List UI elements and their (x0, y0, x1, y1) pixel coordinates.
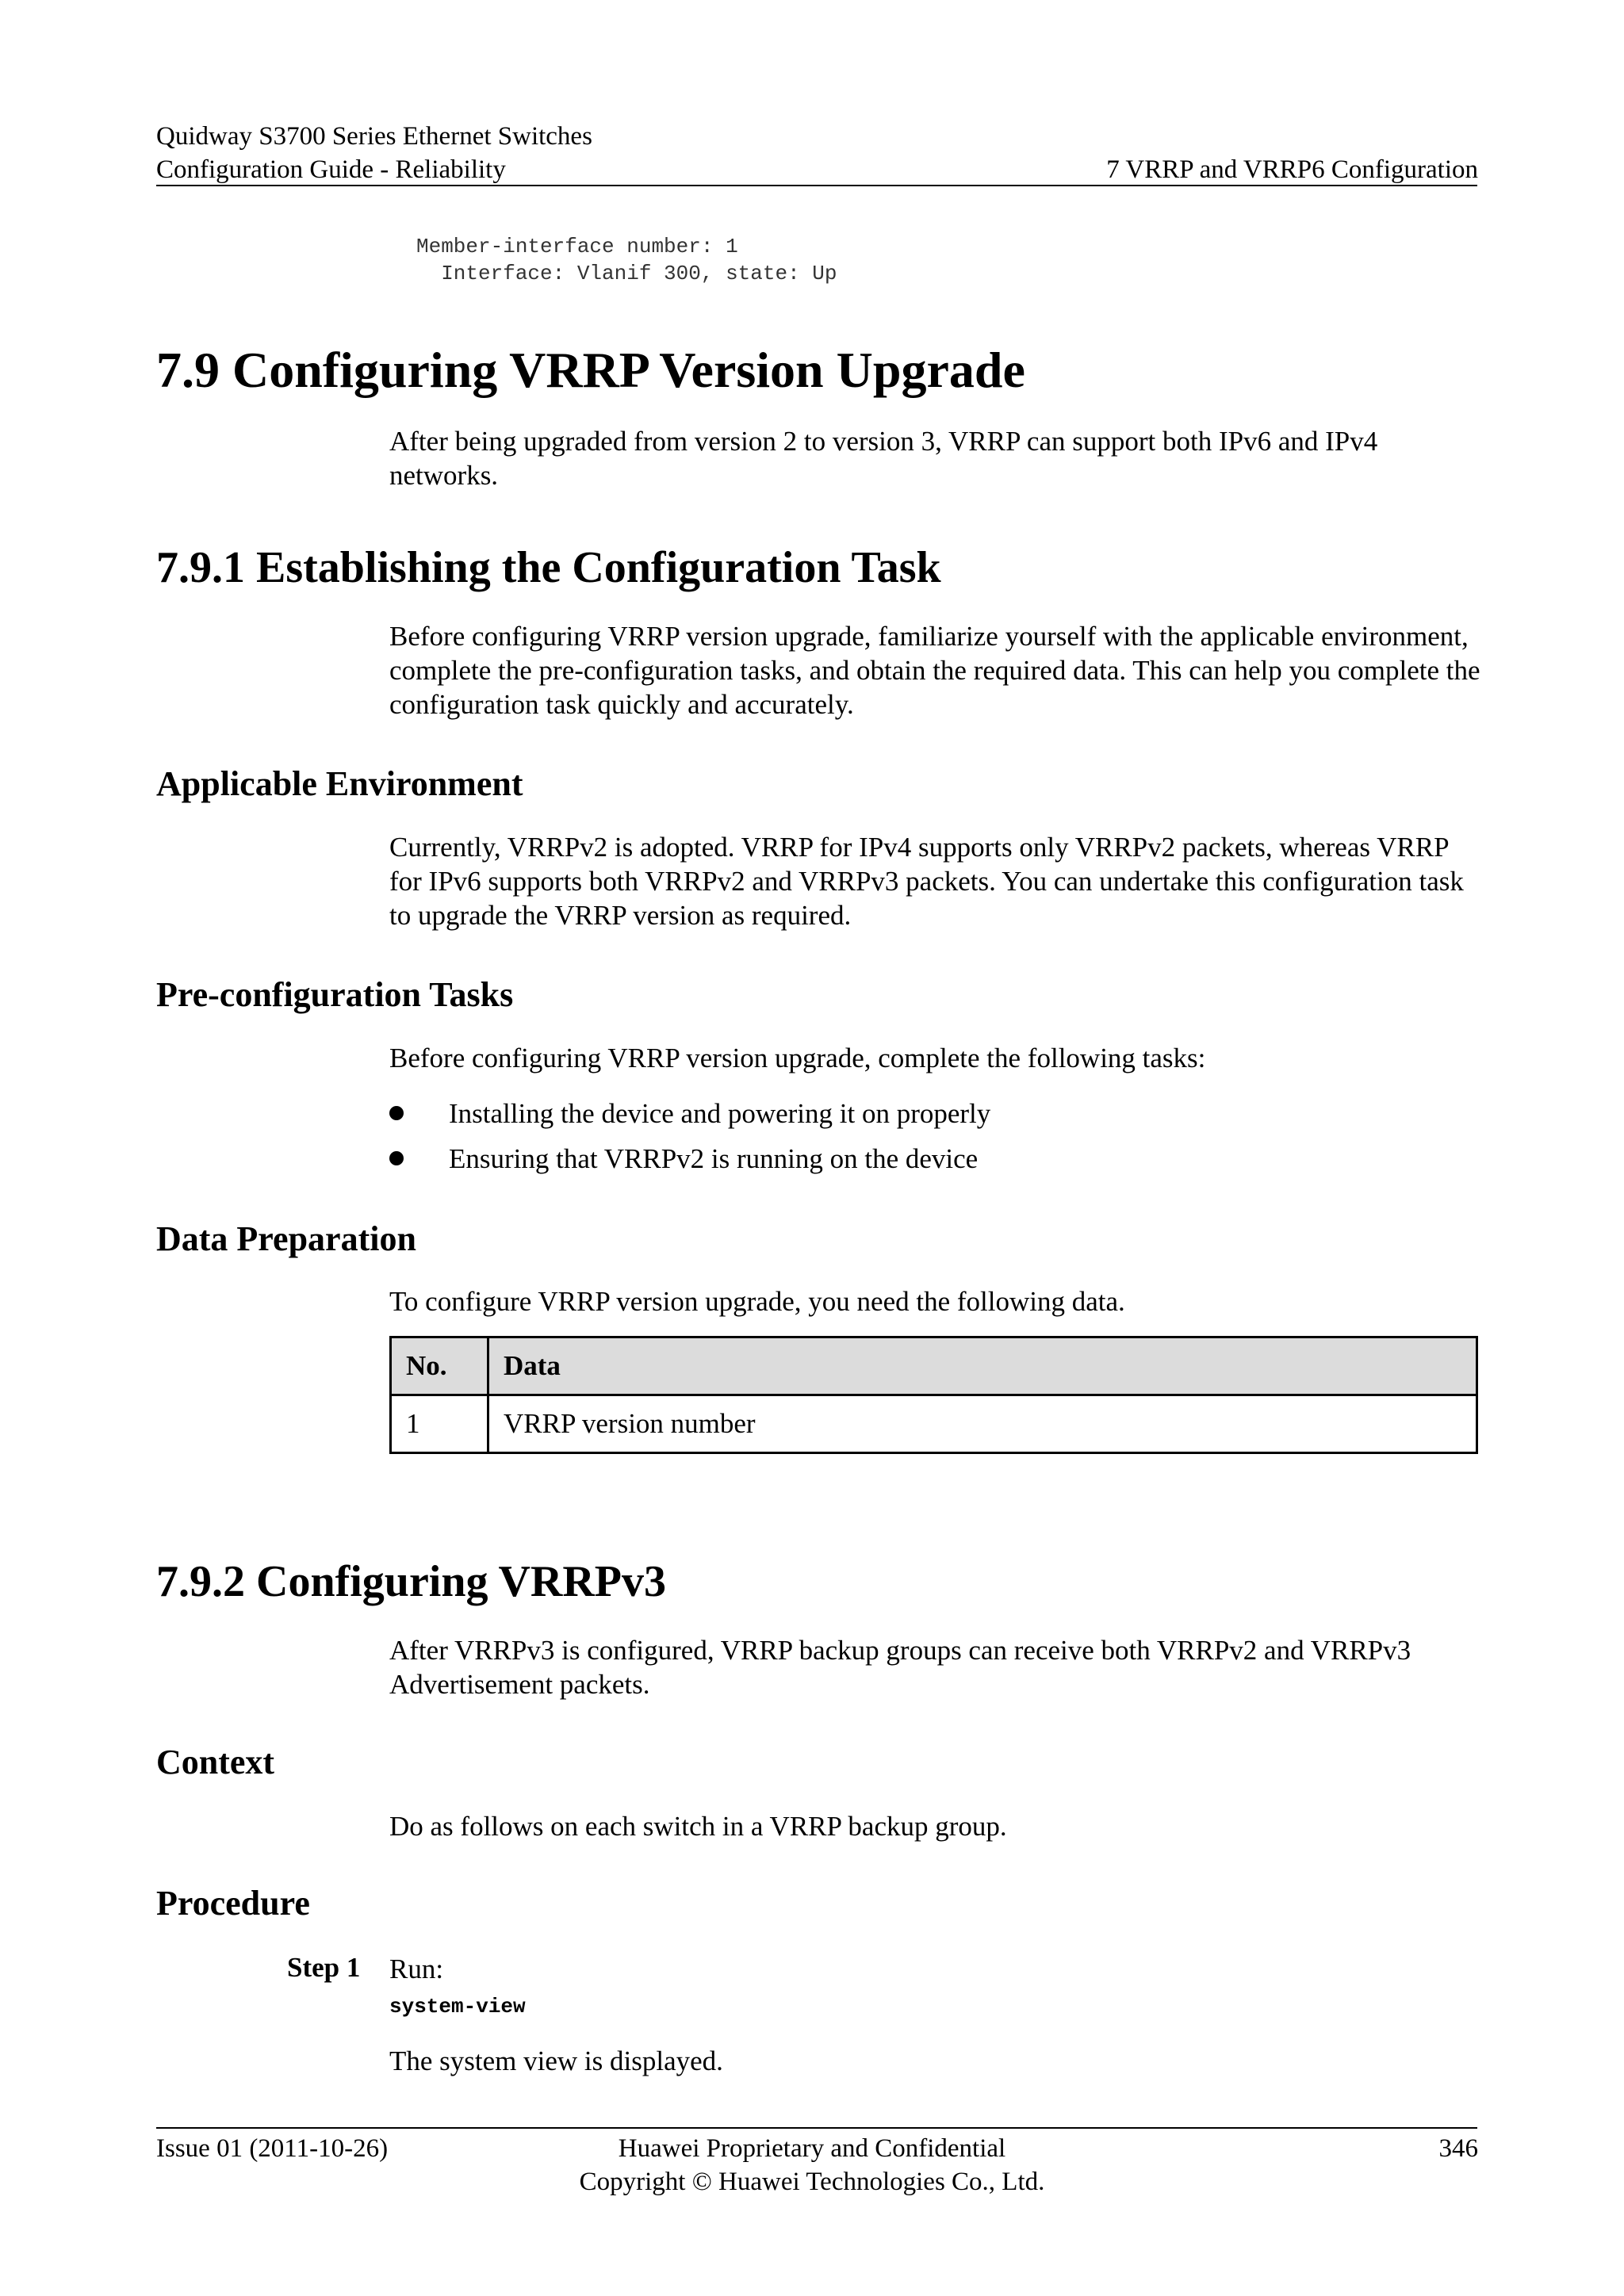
header-guide: Configuration Guide - Reliability (156, 155, 506, 184)
section-7-9-1-intro: Before configuring VRRP version upgrade, familiarize yourself with the applicable environment, complete the pre-configuration tasks, and obtain the required data. This can help you complete the configuration task quickly and accurately. (389, 621, 1480, 720)
table-cell-data: VRRP version number (488, 1395, 1477, 1453)
table-header-no: No. (391, 1337, 488, 1395)
step-run-text: Run: (389, 1954, 444, 1984)
header-chapter: 7 VRRP and VRRP6 Configuration (1106, 155, 1478, 184)
section-7-9-2-intro: After VRRPv3 is configured, VRRP backup groups can receive both VRRPv2 and VRRPv3 Advertisement packets. (389, 1635, 1411, 1700)
section-7-9-title: 7.9 Configuring VRRP Version Upgrade (156, 342, 1025, 398)
header-rule (156, 185, 1477, 186)
pre-task-item: Ensuring that VRRPv2 is running on the device (449, 1143, 979, 1174)
section-7-9-1-title: 7.9.1 Establishing the Configuration Task (156, 543, 941, 592)
footer-page-number: 346 (1438, 2134, 1478, 2163)
step-command: system-view (389, 1995, 526, 2019)
context-text: Do as follows on each switch in a VRRP backup group. (389, 1811, 1007, 1842)
pre-task-item: Installing the device and powering it on properly (449, 1098, 991, 1129)
table-header-data: Data (488, 1337, 1477, 1395)
code-line-interface: Interface: Vlanif 300, state: Up (416, 262, 837, 285)
pre-tasks-heading: Pre-configuration Tasks (156, 975, 514, 1014)
section-7-9-intro: After being upgraded from version 2 to version 3, VRRP can support both IPv6 and IPv4 networks. (389, 426, 1378, 491)
table-header-row (391, 1337, 1477, 1395)
footer-confidential: Huawei Proprietary and Confidential (618, 2134, 1006, 2163)
procedure-heading: Procedure (156, 1884, 310, 1923)
bullet-dot-icon (389, 1106, 404, 1120)
section-7-9-2-title: 7.9.2 Configuring VRRPv3 (156, 1557, 667, 1606)
code-line-member: Member-interface number: 1 (416, 235, 738, 258)
data-prep-heading: Data Preparation (156, 1219, 416, 1258)
footer-copyright: Copyright © Huawei Technologies Co., Ltd. (579, 2168, 1045, 2196)
table-row (391, 1395, 1477, 1453)
footer-rule (156, 2127, 1477, 2129)
applicable-env-text: Currently, VRRPv2 is adopted. VRRP for IPv4 supports only VRRPv2 packets, whereas VRRP for IPv6 supports both VRRPv2 and VRRPv3 packets. You can undertake this configuration task to upgrade the VRRP version as required. (389, 832, 1464, 931)
bullet-dot-icon (389, 1151, 404, 1165)
step-result: The system view is displayed. (389, 2045, 723, 2076)
header-product: Quidway S3700 Series Ethernet Switches (156, 122, 592, 151)
data-table (389, 1336, 1478, 1454)
data-prep-intro: To configure VRRP version upgrade, you need the following data. (389, 1286, 1125, 1317)
step-label: Step 1 (287, 1952, 361, 1983)
table-cell-no: 1 (391, 1395, 488, 1453)
footer-issue: Issue 01 (2011-10-26) (156, 2134, 389, 2163)
pre-tasks-intro: Before configuring VRRP version upgrade, complete the following tasks: (389, 1043, 1206, 1073)
context-heading: Context (156, 1743, 275, 1781)
applicable-env-heading: Applicable Environment (156, 764, 523, 803)
